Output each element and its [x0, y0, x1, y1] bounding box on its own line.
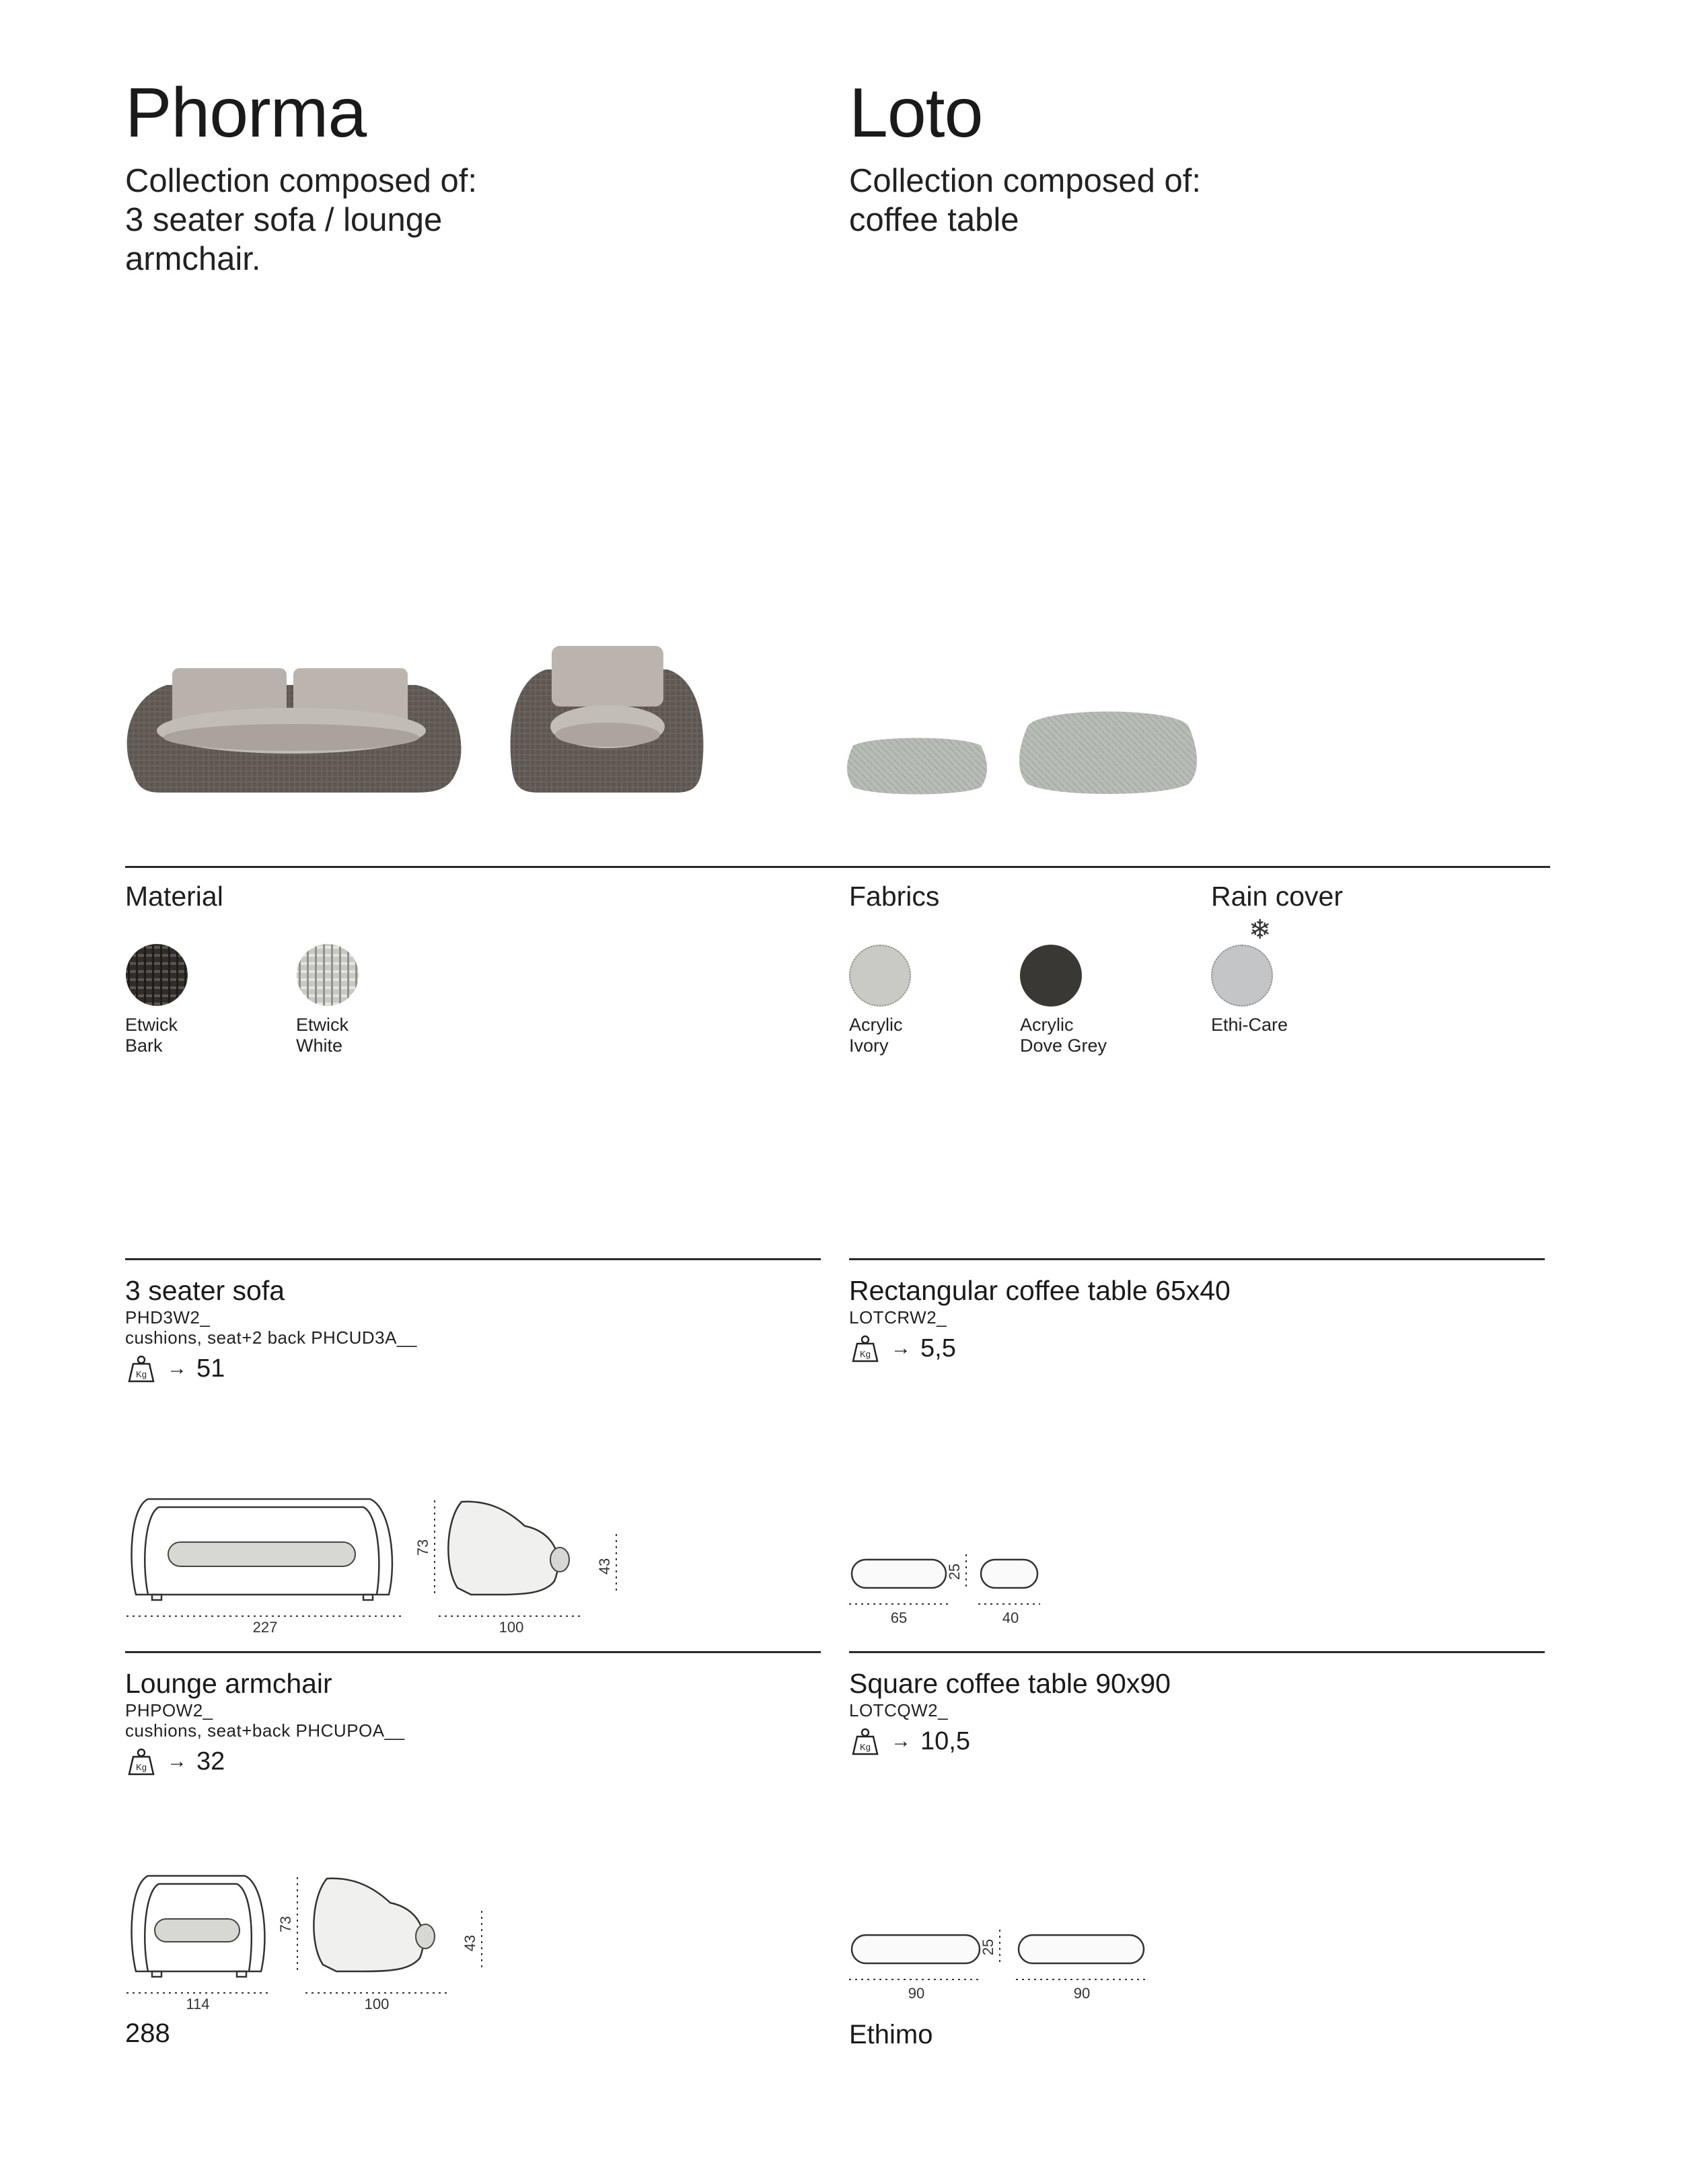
weight-row	[849, 1334, 1231, 1362]
collection-subtitle-phorma	[125, 161, 477, 279]
square-table-dimension-drawing	[846, 1916, 1156, 2010]
subtitle-line: coffee table	[849, 202, 1019, 238]
subtitle-line: 3 seater sofa / lounge	[125, 202, 443, 238]
page-number: 288	[125, 2018, 170, 2048]
dim-width: 90	[1073, 1985, 1091, 2002]
swatch-label-line: Etwick	[296, 1015, 349, 1035]
swatch-label-line: White	[296, 1035, 343, 1056]
ethi-care-swatch	[1211, 945, 1273, 1007]
arrow-icon: →	[891, 1337, 911, 1359]
weight-value: 10,5	[920, 1727, 970, 1755]
subtitle-line: Collection composed of:	[125, 163, 477, 199]
dim-seat: 43	[462, 1934, 478, 1952]
swatch-label-line: Acrylic	[849, 1015, 903, 1035]
weight-kg-icon	[849, 1727, 881, 1755]
weight-icon-text: Kg	[136, 1369, 147, 1379]
square-coffee-table-photo	[1017, 700, 1199, 801]
weight-kg-icon	[849, 1334, 881, 1362]
weight-value: 5,5	[920, 1334, 956, 1362]
collection-subtitle-loto	[849, 161, 1201, 240]
arrow-icon: →	[167, 1750, 187, 1772]
weight-value: 32	[196, 1747, 225, 1776]
snowflake-icon: ❄	[1249, 915, 1272, 945]
dim-length: 90	[908, 1985, 925, 2002]
sofa-photo	[120, 645, 470, 799]
product-code: LOTCQW2_	[849, 1700, 949, 1720]
swatch-label	[296, 1015, 349, 1056]
rain-cover-heading: Rain cover	[1211, 881, 1343, 912]
product-title: Lounge armchair	[125, 1668, 332, 1699]
dim-height: 73	[414, 1539, 431, 1556]
swatch-label-line: Dove Grey	[1020, 1035, 1107, 1056]
etwick-white-swatch	[296, 943, 359, 1007]
swatch-label-line: Acrylic	[1020, 1015, 1074, 1035]
dim-height: 73	[277, 1916, 294, 1933]
weight-value: 51	[196, 1354, 225, 1383]
sofa-dimension-drawing	[121, 1487, 632, 1635]
product-divider	[125, 1651, 821, 1653]
weight-row	[125, 1747, 405, 1776]
dim-width: 114	[186, 1996, 210, 2012]
product-title: Square coffee table 90x90	[849, 1668, 1171, 1699]
acrylic-dove-grey-swatch	[1020, 945, 1082, 1007]
dim-width: 40	[1002, 1609, 1019, 1626]
swatch-label	[125, 1015, 178, 1056]
product-sofa	[125, 1277, 417, 1383]
product-title: 3 seater sofa	[125, 1275, 285, 1306]
swatch-label-line: Etwick	[125, 1015, 178, 1035]
weight-row	[849, 1727, 1171, 1755]
product-armchair	[125, 1670, 405, 1776]
arrow-icon: →	[891, 1730, 911, 1752]
subtitle-line: Collection composed of:	[849, 163, 1201, 199]
product-divider	[125, 1258, 821, 1260]
swatch-label-line: Ethi-Care	[1211, 1015, 1288, 1035]
weight-kg-icon	[125, 1354, 157, 1383]
rectangular-coffee-table-photo	[846, 732, 988, 799]
weight-icon-text: Kg	[136, 1762, 147, 1772]
dim-depth: 100	[364, 1996, 390, 2012]
swatch-label	[1020, 1015, 1107, 1056]
swatch-label	[1211, 1015, 1288, 1035]
collection-title-loto: Loto	[849, 74, 983, 152]
section-divider	[125, 866, 1550, 868]
product-divider	[849, 1258, 1545, 1260]
subtitle-line: armchair.	[125, 241, 261, 277]
arrow-icon: →	[167, 1357, 187, 1379]
brand-name: Ethimo	[849, 2020, 933, 2049]
dim-height: 25	[980, 1938, 996, 1956]
product-cushions: cushions, seat+2 back PHCUD3A__	[125, 1327, 417, 1348]
fabrics-heading: Fabrics	[849, 881, 940, 912]
weight-kg-icon	[125, 1747, 157, 1776]
material-heading: Material	[125, 881, 223, 912]
product-code: LOTCRW2_	[849, 1307, 947, 1327]
collection-title-phorma: Phorma	[125, 74, 367, 152]
armchair-dimension-drawing	[121, 1864, 498, 2012]
armchair-photo	[506, 639, 708, 801]
product-rectangular-table	[849, 1277, 1231, 1362]
dim-width: 227	[252, 1619, 278, 1635]
dim-length: 65	[890, 1609, 908, 1626]
product-code: PHD3W2_	[125, 1307, 211, 1327]
product-divider	[849, 1651, 1545, 1653]
acrylic-ivory-swatch	[849, 945, 911, 1007]
swatch-label	[849, 1015, 903, 1056]
swatch-label-line: Bark	[125, 1035, 163, 1056]
dim-depth: 100	[499, 1619, 524, 1635]
product-code: PHPOW2_	[125, 1700, 213, 1720]
product-square-table	[849, 1670, 1171, 1755]
etwick-bark-swatch	[125, 943, 188, 1007]
weight-row	[125, 1354, 417, 1383]
product-title: Rectangular coffee table 65x40	[849, 1275, 1231, 1306]
dim-height: 25	[946, 1563, 963, 1580]
dim-seat: 43	[596, 1558, 613, 1575]
weight-icon-text: Kg	[860, 1349, 871, 1359]
swatch-label-line: Ivory	[849, 1035, 889, 1056]
rectangular-table-dimension-drawing	[846, 1539, 1048, 1634]
weight-icon-text: Kg	[860, 1742, 871, 1752]
product-cushions: cushions, seat+back PHCUPOA__	[125, 1720, 405, 1741]
